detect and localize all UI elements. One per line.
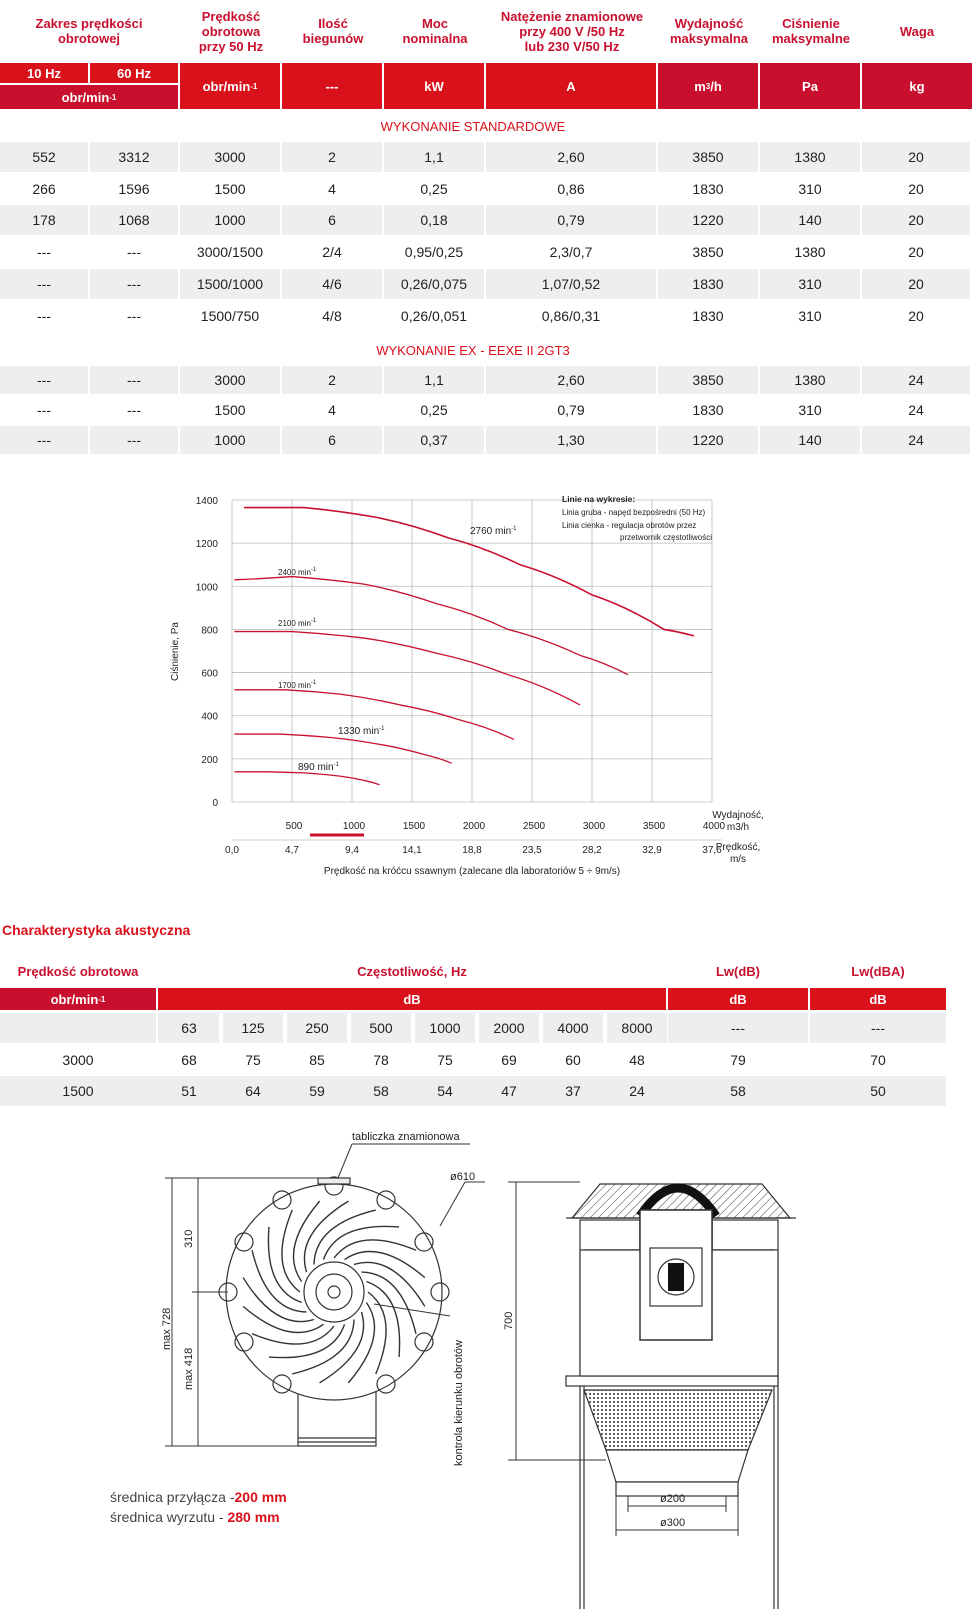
rpm-label: obr/min (50, 991, 99, 1007)
series-label (278, 567, 317, 577)
header-col-6 (760, 0, 862, 62)
acoustic-value: 59 (309, 1083, 325, 1099)
outlet-value: 280 mm (227, 1509, 280, 1525)
x-axis-label-2: m3/h (726, 822, 750, 833)
spec-cell: 4 (328, 402, 336, 418)
flow-label: m (694, 78, 706, 94)
freq-row-bg (0, 1013, 156, 1043)
dim-418-label: max 418 (183, 1347, 195, 1390)
velocity-tick-label: 18,8 (462, 845, 482, 856)
spec-cell: 24 (908, 402, 924, 418)
spec-cell: 0,18 (384, 205, 484, 235)
spec-cell: 0,26/0,051 (400, 308, 468, 324)
spec-cell: 0,79 (486, 205, 656, 235)
spec-cell: 1830 (692, 181, 724, 197)
freq-header: 63 (159, 1013, 219, 1043)
spec-cell: --- (90, 366, 178, 394)
series-label-sup: -1 (511, 526, 517, 532)
acoustic-col-lw: Lw(dB) (715, 963, 761, 979)
spec-cell: 0,37 (384, 426, 484, 454)
spec-cell: 1380 (760, 142, 860, 172)
rpm-sup: -1 (109, 92, 117, 102)
header-line: przy 400 V /50 Hz (519, 23, 625, 39)
acoustic-value: 58 (373, 1083, 389, 1099)
spec-cell: 24 (862, 426, 970, 454)
spec-cell: 3312 (90, 142, 178, 172)
legend-line: Linia gruba - napęd bezpośredni (50 Hz) (562, 508, 706, 517)
spec-cell: --- (90, 269, 178, 299)
header-line: Waga (899, 23, 935, 39)
spec-cell: --- (0, 426, 88, 454)
unit-weight: kg (862, 63, 972, 109)
series-label-text: 1330 min (338, 726, 380, 737)
spec-cell: 2,3/0,7 (549, 244, 593, 260)
rpm-sup: -1 (98, 994, 106, 1004)
spec-cell: 140 (760, 426, 860, 454)
header-line: lub 230 V/50 Hz (524, 38, 620, 54)
y-tick-label: 600 (201, 668, 218, 680)
header-line: obrotowej (57, 31, 121, 46)
header-col-3 (384, 0, 486, 62)
spec-cell: 3000/1500 (196, 244, 264, 260)
velocity-tick-label: 14,1 (402, 845, 422, 856)
acoustic-unit-db: dB (810, 988, 946, 1010)
acoustic-value: 51 (181, 1083, 197, 1099)
freq-header: 250 (287, 1013, 347, 1043)
acoustic-value: 85 (309, 1052, 325, 1068)
x2-axis-label-1: Prędkość, (715, 842, 761, 853)
header-col-4 (486, 0, 658, 62)
header-line: nominalna (402, 31, 468, 46)
rotation-label: kontrola kierunku obrotów (453, 1340, 465, 1466)
spec-cell: --- (127, 244, 141, 260)
spec-cell: 20 (862, 205, 970, 235)
freq-header: 500 (351, 1013, 411, 1043)
spec-cell: --- (37, 402, 51, 418)
spec-cell: 310 (798, 181, 822, 197)
spec-cell: 0,95/0,25 (404, 244, 464, 260)
spec-cell: --- (37, 308, 51, 324)
spec-cell: 3850 (658, 366, 758, 394)
x-tick-label: 1000 (342, 821, 366, 832)
spec-cell: --- (127, 402, 141, 418)
legend-line: Linia cienka - regulacja obrotów przez (562, 521, 697, 530)
x-tick-label: 2000 (462, 821, 486, 832)
spec-cell: 1500 (214, 181, 246, 197)
header-line: biegunów (302, 31, 364, 46)
acoustic-col-speed: Prędkość obrotowa (17, 963, 139, 979)
acoustic-value: 37 (565, 1083, 581, 1099)
unit-60hz: 60 Hz (90, 63, 178, 83)
series-label-sup: -1 (379, 726, 385, 732)
velocity-tick-label: 4,7 (285, 845, 299, 856)
spec-cell: 3000 (180, 366, 280, 394)
series-label (278, 618, 317, 628)
unit-10hz: 10 Hz (0, 63, 88, 83)
spec-cell: 2 (282, 366, 382, 394)
d200-label: ø200 (660, 1493, 686, 1505)
spec-cell: --- (37, 244, 51, 260)
y-tick-label: 200 (201, 754, 218, 766)
spec-cell: 1000 (180, 426, 280, 454)
rpm-sup: -1 (250, 81, 258, 91)
velocity-tick-label: 0,0 (225, 845, 239, 856)
y-tick-label: 1400 (195, 496, 218, 507)
series-label (278, 680, 317, 690)
acoustic-value: 24 (629, 1083, 645, 1099)
velocity-tick-label: 37,6 (702, 845, 722, 856)
velocity-tick-label: 32,9 (642, 845, 662, 856)
rpm-label: obr/min (202, 78, 251, 94)
acoustic-speed: 3000 (62, 1052, 94, 1068)
series-label-sup: -1 (310, 567, 317, 573)
acoustic-title: Charakterystyka akustyczna (2, 922, 191, 938)
acoustic-value: 47 (501, 1083, 517, 1099)
acoustic-col-lwa: Lw(dBA) (851, 963, 905, 979)
spec-cell: 1500/1000 (180, 269, 280, 299)
spec-cell: 6 (282, 205, 382, 235)
series-label (338, 726, 385, 737)
spec-cell: 3850 (658, 142, 758, 172)
freq-lw: --- (668, 1013, 808, 1043)
spec-cell: 310 (760, 269, 860, 299)
series-line (234, 632, 580, 705)
freq-header: 8000 (607, 1013, 667, 1043)
acoustic-unit-rpm (0, 988, 156, 1010)
freq-header: 1000 (415, 1013, 475, 1043)
spec-cell: 1380 (760, 366, 860, 394)
series-label-text: 1700 min (278, 681, 311, 690)
header-line: Prędkość (201, 8, 261, 24)
outlet-prefix: średnica wyrzutu - (110, 1509, 224, 1525)
spec-cell: 2,60 (486, 142, 656, 172)
spec-cell: 1000 (180, 205, 280, 235)
flow-sup: 3 (705, 81, 711, 91)
y-axis-label: Ciśnienie, Pa (170, 622, 181, 681)
series-label-text: 2400 min (278, 568, 311, 577)
header-line: Natężenie znamionowe (500, 8, 644, 24)
header-line: przy 50 Hz (198, 38, 264, 54)
spec-cell: 2/4 (322, 244, 342, 260)
series-label-text: 890 min (298, 762, 334, 773)
unit-rpm-range (0, 85, 178, 109)
series-label (470, 526, 517, 537)
acoustic-value: 78 (373, 1052, 389, 1068)
spec-cell: 0,79 (557, 402, 585, 418)
acoustic-unit-db: dB (668, 988, 808, 1010)
spec-cell: 0,25 (420, 402, 448, 418)
series-label (298, 762, 340, 773)
velocity-tick-label: 9,4 (345, 845, 359, 856)
acoustic-lw: 58 (730, 1083, 746, 1099)
spec-cell: 1,07/0,52 (486, 269, 656, 299)
acoustic-value: 54 (437, 1083, 453, 1099)
unit-poles: --- (282, 63, 382, 109)
spec-cell: 310 (798, 308, 822, 324)
acoustic-col-freq: Częstotliwość, Hz (357, 963, 467, 979)
spec-cell: 140 (760, 205, 860, 235)
spec-cell: 1220 (658, 426, 758, 454)
section-ex: WYKONANIE EX - EEXE II 2GT3 (376, 342, 570, 358)
spec-cell: 1596 (118, 181, 150, 197)
series-label-sup: -1 (310, 618, 317, 624)
header-line: maksymalne (771, 31, 851, 46)
unit-current: A (486, 63, 656, 109)
acoustic-value: 48 (629, 1052, 645, 1068)
spec-cell: 1068 (90, 205, 178, 235)
legend-line: Linie na wykresie: (562, 494, 636, 504)
spec-cell: 0,26/0,075 (384, 269, 484, 299)
spec-cell: 3850 (692, 244, 724, 260)
dim-728-label: max 728 (161, 1307, 173, 1350)
header-col-7 (862, 0, 972, 62)
spec-cell: 20 (862, 142, 970, 172)
acoustic-value: 60 (565, 1052, 581, 1068)
acoustic-value: 75 (437, 1052, 453, 1068)
freq-header: 4000 (543, 1013, 603, 1043)
header-col-0 (0, 0, 178, 62)
fan-technical-drawing (0, 1120, 972, 1609)
y-tick-label: 1200 (195, 539, 218, 551)
unit-rpm-50hz (180, 63, 280, 109)
spec-cell: --- (90, 426, 178, 454)
y-tick-label: 400 (201, 711, 218, 723)
spec-cell: 1500/750 (200, 308, 260, 324)
spec-cell: 1830 (658, 269, 758, 299)
spec-cell: 1830 (692, 402, 724, 418)
spec-cell: 178 (0, 205, 88, 235)
flow-tail: /h (710, 78, 722, 94)
header-line: Wydajność (674, 16, 744, 31)
header-col-5 (658, 0, 760, 62)
section-standard: WYKONANIE STANDARDOWE (380, 118, 566, 134)
series-label-sup: -1 (333, 762, 339, 768)
nameplate-label: tabliczka znamionowa (352, 1131, 460, 1143)
header-line: obrotowa (201, 23, 261, 39)
legend-line: przetwornik częstotliwości (620, 533, 713, 542)
acoustic-value: 69 (501, 1052, 517, 1068)
x-tick-label: 3000 (582, 821, 606, 832)
spec-cell: 1,30 (486, 426, 656, 454)
spec-cell: 552 (0, 142, 88, 172)
spec-cell: 266 (32, 181, 56, 197)
header-line: Ilość (318, 16, 348, 31)
x2-axis-label-2: m/s (729, 854, 747, 865)
spec-cell: 20 (862, 269, 970, 299)
spec-cell: 2 (282, 142, 382, 172)
unit-power: kW (384, 63, 484, 109)
spec-cell: 24 (862, 366, 970, 394)
acoustic-lwa: 70 (870, 1052, 886, 1068)
series-label-sup: -1 (310, 680, 317, 686)
outlet-diameter-note (110, 1509, 280, 1525)
acoustic-unit-db: dB (158, 988, 666, 1010)
spec-cell: 6 (282, 426, 382, 454)
inlet-prefix: średnica przyłącza - (110, 1489, 235, 1505)
spec-cell: 0,86/0,31 (541, 308, 601, 324)
velocity-caption: Prędkość na króćcu ssawnym (zalecane dla laboratoriów 5 ÷ 9m/s) (323, 866, 621, 877)
spec-cell: 20 (908, 308, 924, 324)
acoustic-value: 75 (245, 1052, 261, 1068)
header-col-1 (180, 0, 282, 62)
acoustic-value: 68 (181, 1052, 197, 1068)
spec-cell: 2,60 (486, 366, 656, 394)
acoustic-lwa: 50 (870, 1083, 886, 1099)
rpm-label: obr/min (61, 89, 110, 105)
acoustic-value: 64 (245, 1083, 261, 1099)
spec-cell: 1380 (794, 244, 826, 260)
y-tick-label: 800 (201, 625, 218, 637)
fan-performance-chart (160, 480, 810, 890)
spec-cell: 0,86 (557, 181, 585, 197)
freq-row-bg (158, 1013, 160, 1043)
x-tick-label: 1500 (402, 821, 426, 832)
velocity-tick-label: 28,2 (582, 845, 602, 856)
spec-cell: 20 (908, 181, 924, 197)
diameter-label: ø610 (450, 1171, 476, 1183)
acoustic-lw: 79 (730, 1052, 746, 1068)
header-line: Moc (422, 16, 448, 31)
freq-lwa: --- (810, 1013, 946, 1043)
header-line: maksymalna (669, 31, 749, 46)
y-tick-label: 0 (212, 798, 218, 809)
x-tick-label: 2500 (522, 821, 546, 832)
freq-header: 2000 (479, 1013, 539, 1043)
spec-cell: 3000 (180, 142, 280, 172)
series-line (234, 772, 379, 785)
spec-cell: 1220 (658, 205, 758, 235)
spec-cell: 1830 (692, 308, 724, 324)
series-label-text: 2760 min (470, 526, 512, 537)
freq-header: 125 (223, 1013, 283, 1043)
spec-cell: --- (0, 366, 88, 394)
fan-top-view (219, 1177, 449, 1446)
spec-cell: 0,25 (420, 181, 448, 197)
spec-cell: --- (0, 269, 88, 299)
x-axis-label-1: Wydajność, (712, 810, 764, 821)
unit-flow (658, 63, 758, 109)
x-tick-label: 500 (285, 821, 303, 832)
header-col-2 (282, 0, 384, 62)
spec-cell: 310 (798, 402, 822, 418)
velocity-tick-label: 23,5 (522, 845, 542, 856)
height-label: 700 (503, 1311, 515, 1330)
spec-cell: --- (127, 308, 141, 324)
spec-cell: 4 (328, 181, 336, 197)
x-tick-label: 4000 (702, 821, 726, 832)
y-tick-label: 1000 (195, 582, 218, 594)
x-tick-label: 3500 (642, 821, 666, 832)
spec-cell: 1500 (214, 402, 246, 418)
acoustic-speed: 1500 (62, 1083, 94, 1099)
inlet-value: 200 mm (234, 1489, 287, 1505)
spec-cell: 1,1 (384, 366, 484, 394)
unit-pressure: Pa (760, 63, 860, 109)
spec-cell: 4/8 (322, 308, 342, 324)
d300-label: ø300 (660, 1517, 686, 1529)
series-label-text: 2100 min (278, 619, 311, 628)
header-line: Ciśnienie (782, 16, 840, 31)
inlet-diameter-note (110, 1489, 287, 1505)
header-line: Zakres prędkości (35, 16, 143, 31)
spec-cell: 20 (908, 244, 924, 260)
dim-310-label: 310 (183, 1229, 195, 1248)
spec-cell: 4/6 (282, 269, 382, 299)
spec-cell: 1,1 (384, 142, 484, 172)
